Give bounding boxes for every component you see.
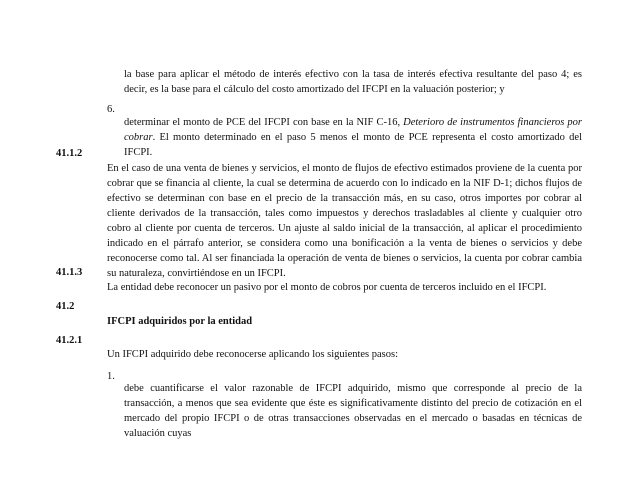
section-41-2-1-paragraph: Un IFCPI adquirido debe reconocerse aplicando los siguientes pasos: bbox=[107, 349, 399, 360]
section-41-1-2-paragraph: En el caso de una venta de bienes y servicios, el monto de flujos de efectivo estimados proviene de la cuenta por cobrar que se financia al cliente, la cual se determina de acuerdo con lo indicado en la NIF D-1; dichos flujos de efectivo se determinan con base en el precio de la transacción más, en su caso, otros importes por cobrar al cliente derivados de la transacción, tales como impuestos y derechos trasladables al cliente y cualquier otro cobro al cliente por cuenta de terceros. Un ajuste al saldo inicial de la transacción, al aplicar el procedimiento indicado en el párrafo anterior, se considera como una bonificación a la venta de bienes o servicios y debe reconocerse como tal. Al ser financiada la operación de venta de bienes o servicios, la cuenta por cobrar cambia su naturaleza, convirtiéndose en un IFCPI. bbox=[107, 163, 582, 279]
section-number-41-1-3: 41.1.3 bbox=[56, 267, 83, 278]
section-number-41-2: 41.2 bbox=[56, 301, 75, 312]
step-6-text-start: determinar el monto de PCE del IFCPI con base en la NIF C-16, bbox=[124, 117, 404, 128]
step-1-text: debe cuantificarse el valor razonable de IFCPI adquirido, mismo que corresponde al precio de la transacción, a menos que sea evidente que éste es significativamente distinto del precio de cotización en el mercado del propio IFCPI o de otras transacciones observadas en el mercado o basadas en técnicas de valuación cuyas bbox=[124, 383, 582, 439]
section-number-41-2-1: 41.2.1 bbox=[56, 335, 83, 346]
step-6-italic-title: Deterioro de instrumentos financieros por cobrar bbox=[124, 117, 582, 143]
section-number-41-1-2: 41.1.2 bbox=[56, 148, 83, 159]
step-1-number: 1. bbox=[107, 371, 115, 382]
step-5-continuation: la base para aplicar el método de interés efectivo con la tasa de interés efectiva resultante del paso 4; es decir, es la base para el cálculo del costo amortizado del IFCPI en la valuación posterior; y bbox=[124, 69, 582, 95]
step-6-text-end: . El monto determinado en el paso 5 menos el monto de PCE representa el costo amortizado del IFCPI. bbox=[124, 132, 582, 158]
section-41-2-title: IFCPI adquiridos por la entidad bbox=[107, 316, 253, 327]
section-41-1-3-paragraph: La entidad debe reconocer un pasivo por el monto de cobros por cuenta de terceros incluido en el IFCPI. bbox=[107, 282, 547, 293]
step-6-number: 6. bbox=[107, 104, 115, 115]
step-6-text bbox=[124, 115, 582, 160]
